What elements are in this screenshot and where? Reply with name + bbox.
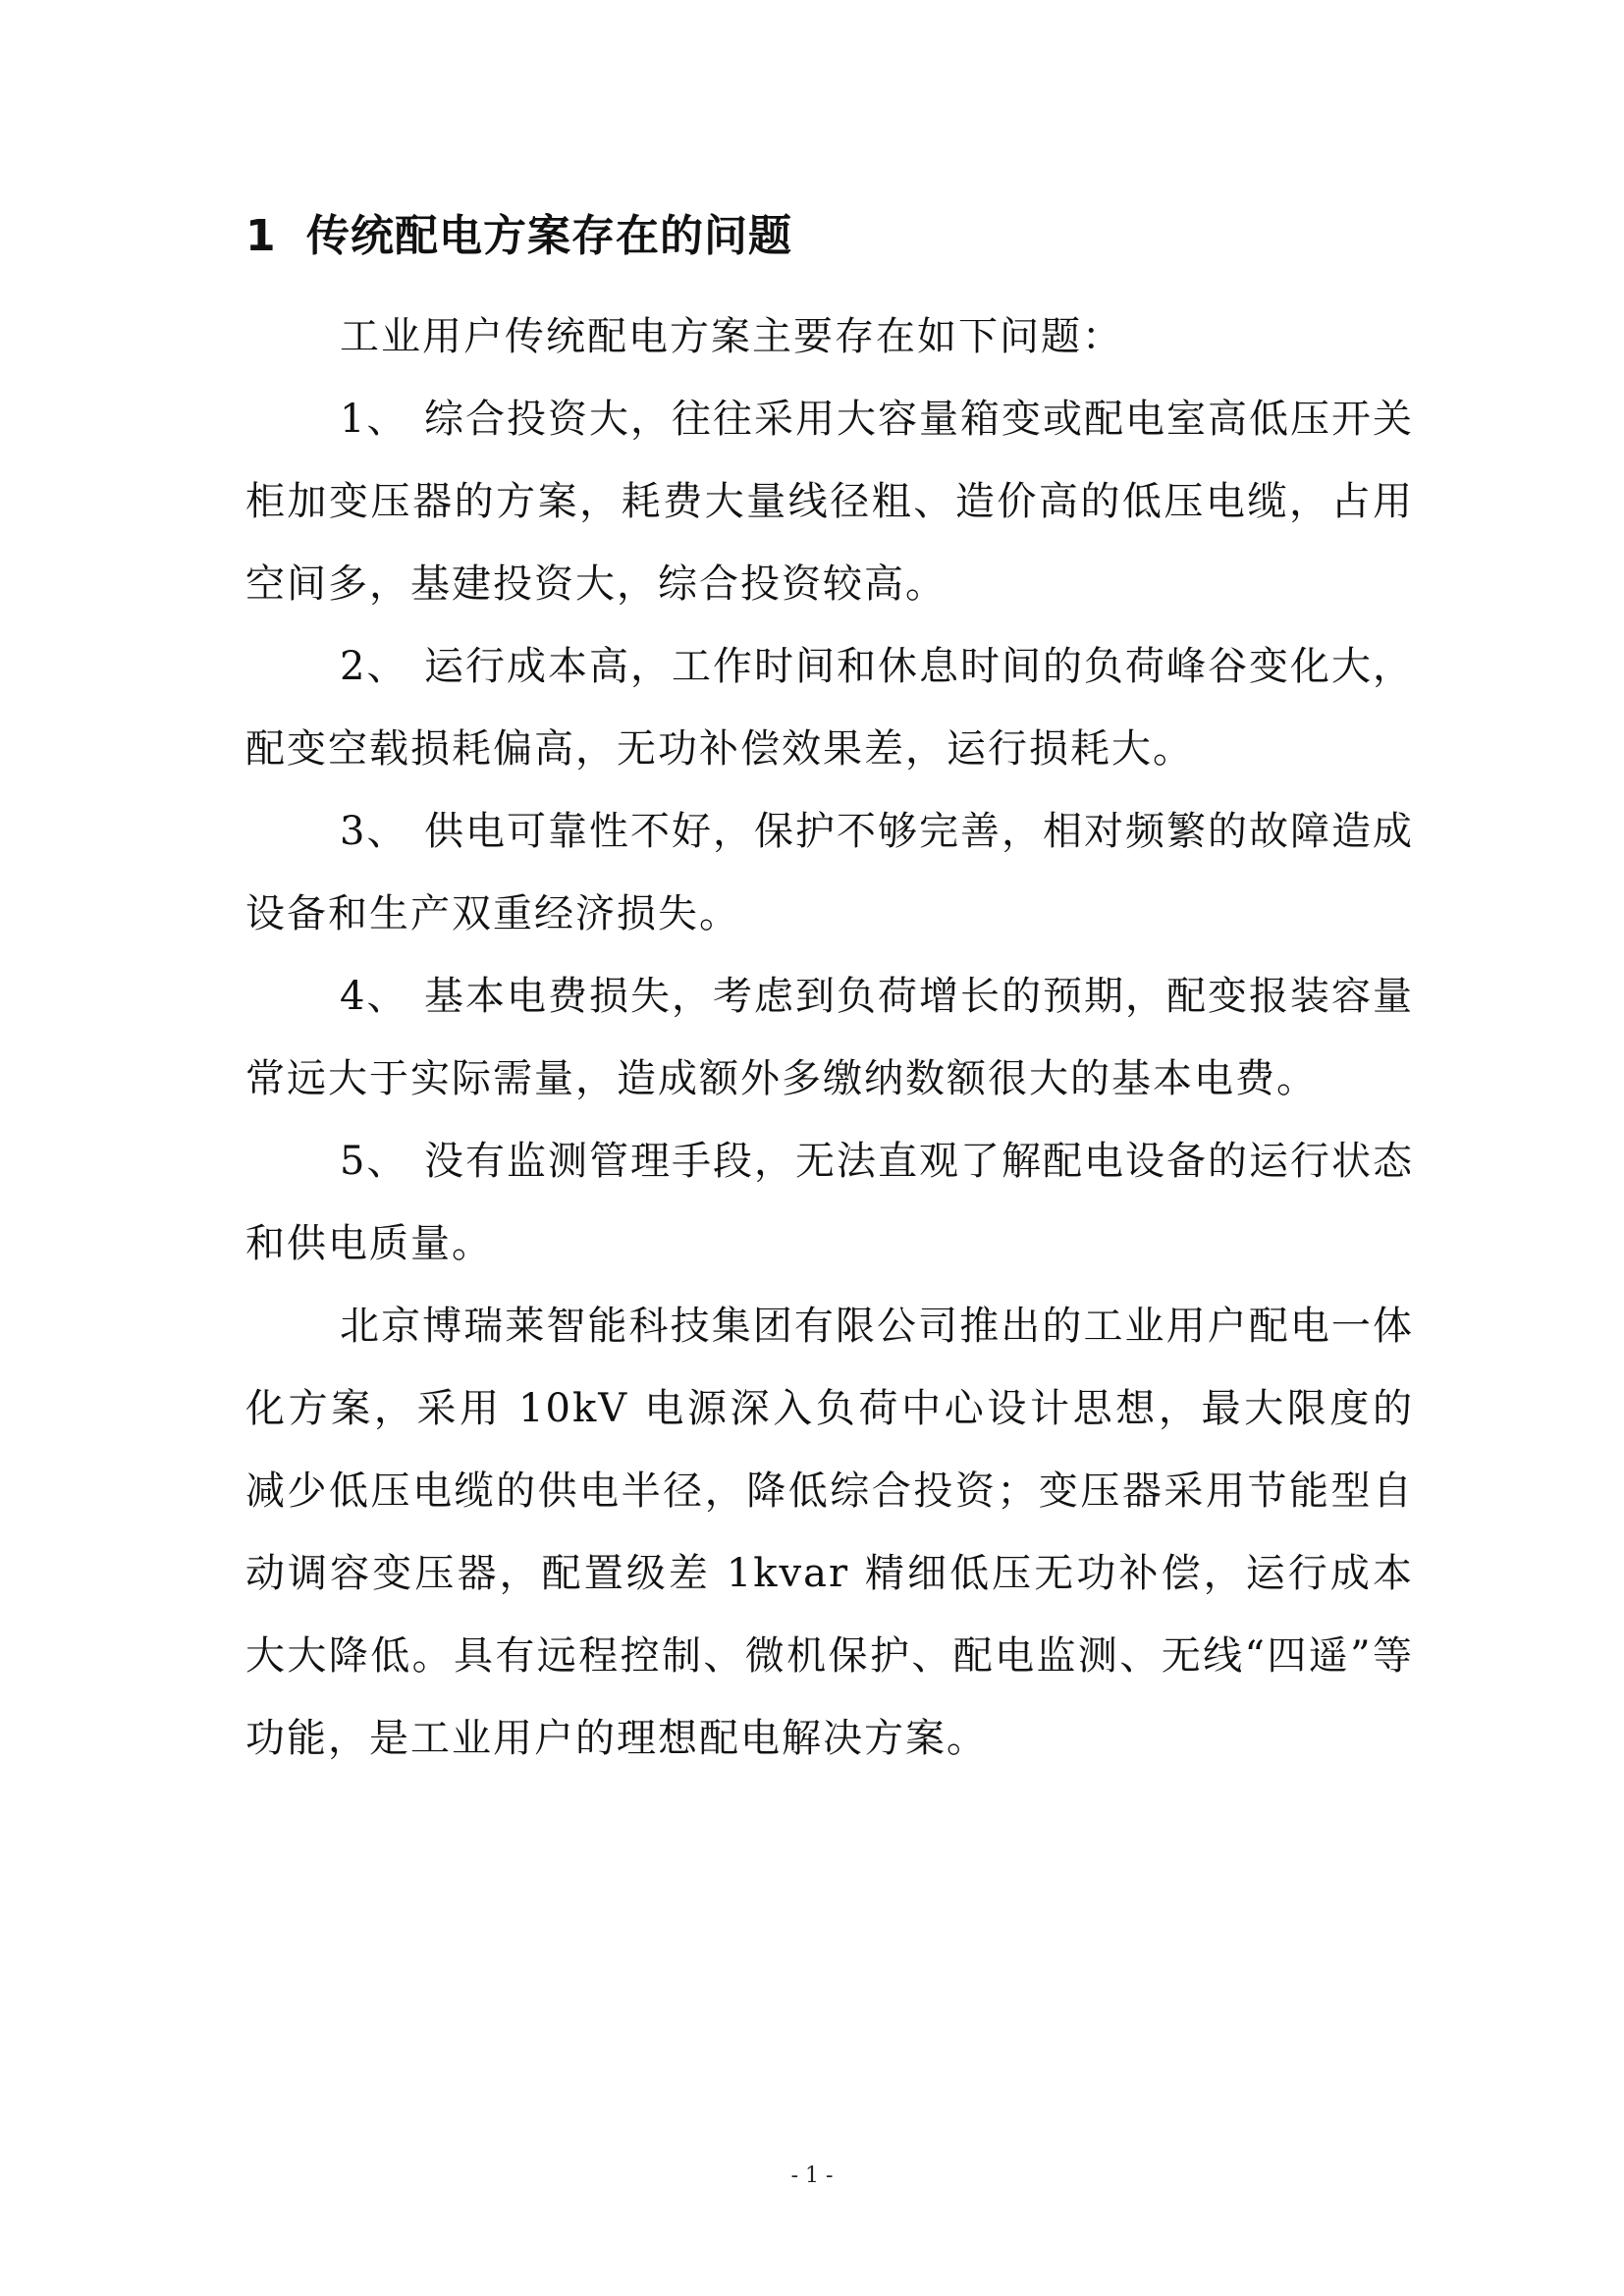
list-item-text: 供电可靠性不好，保护不够完善，相对频繁的故障造成设备和生产双重经济损失。 <box>245 809 1414 936</box>
list-item-index: 1、 <box>340 397 408 442</box>
list-item-text: 基本电费损失，考虑到负荷增长的预期，配变报装容量常远大于实际需量，造成额外多缴纳数额很大的基本电费。 <box>245 974 1414 1101</box>
page-number: - 1 - <box>790 2163 834 2188</box>
section-number: 1 <box>245 211 277 261</box>
list-item <box>245 625 1414 790</box>
page-content <box>245 191 1414 1780</box>
list-item <box>245 955 1414 1120</box>
list-item-index: 3、 <box>340 809 408 854</box>
list-item-index: 5、 <box>340 1139 408 1184</box>
section-heading <box>245 191 1414 282</box>
section-title: 传统配电方案存在的问题 <box>306 211 792 261</box>
list-item-text: 没有监测管理手段，无法直观了解配电设备的运行状态和供电质量。 <box>245 1139 1414 1266</box>
list-item <box>245 1120 1414 1285</box>
list-item-text: 运行成本高，工作时间和休息时间的负荷峰谷变化大，配变空载损耗偏高，无功补偿效果差，运行损耗大。 <box>245 644 1414 772</box>
list-item-index: 2、 <box>340 644 408 689</box>
list-item-text: 综合投资大，往往采用大容量箱变或配电室高低压开关柜加变压器的方案，耗费大量线径粗、造价高的低压电缆，占用空间多，基建投资大，综合投资较高。 <box>245 397 1414 607</box>
intro-paragraph: 工业用户传统配电方案主要存在如下问题： <box>340 314 1123 359</box>
list-item <box>245 378 1414 625</box>
closing-paragraph: 北京博瑞莱智能科技集团有限公司推出的工业用户配电一体化方案，采用 10kV 电源深入负荷中心设计思想，最大限度的减少低压电缆的供电半径，降低综合投资；变压器采用节能型自动调容变压器，配置级差 1kvar 精细低压无功补偿，运行成本大大降低。具有远程控制、微机保护、配电监测、无线“四遥”等功能，是工业用户的理想配电解决方案。 <box>245 1304 1414 1761</box>
list-item <box>245 790 1414 955</box>
list-item-index: 4、 <box>340 974 408 1019</box>
